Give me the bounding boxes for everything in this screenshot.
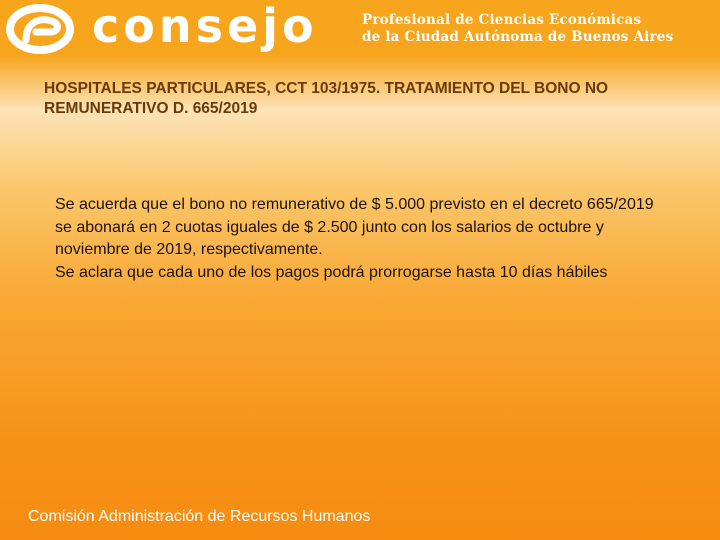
body-paragraph-2: Se aclara que cada uno de los pagos podrá prorrogarse hasta 10 días hábiles	[55, 263, 608, 281]
body-paragraph-1: Se acuerda que el bono no remunerativo de $ 5.000 previsto en el decreto 665/2019 se abonará en 2 cuotas iguales de $ 2.500 junto con los salarios de octubre y noviembre de 2019, respectivamente.	[55, 196, 654, 258]
consejo-logo-icon	[6, 4, 76, 54]
brand-subtitle	[362, 12, 718, 46]
brand-subtitle-line-1: Profesional de Ciencias Económicas	[362, 12, 642, 28]
slide-title: HOSPITALES PARTICULARES, CCT 103/1975. TRATAMIENTO DEL BONO NO REMUNERATIVO D. 665/2019	[44, 80, 609, 117]
brand-name: consejo	[92, 0, 318, 53]
header-banner	[0, 0, 720, 55]
slide-body	[55, 194, 665, 284]
brand-subtitle-line-2: de la Ciudad Autónoma de Buenos Aires	[362, 29, 674, 45]
footer-commission: Comisión Administración de Recursos Humanos	[28, 508, 371, 525]
